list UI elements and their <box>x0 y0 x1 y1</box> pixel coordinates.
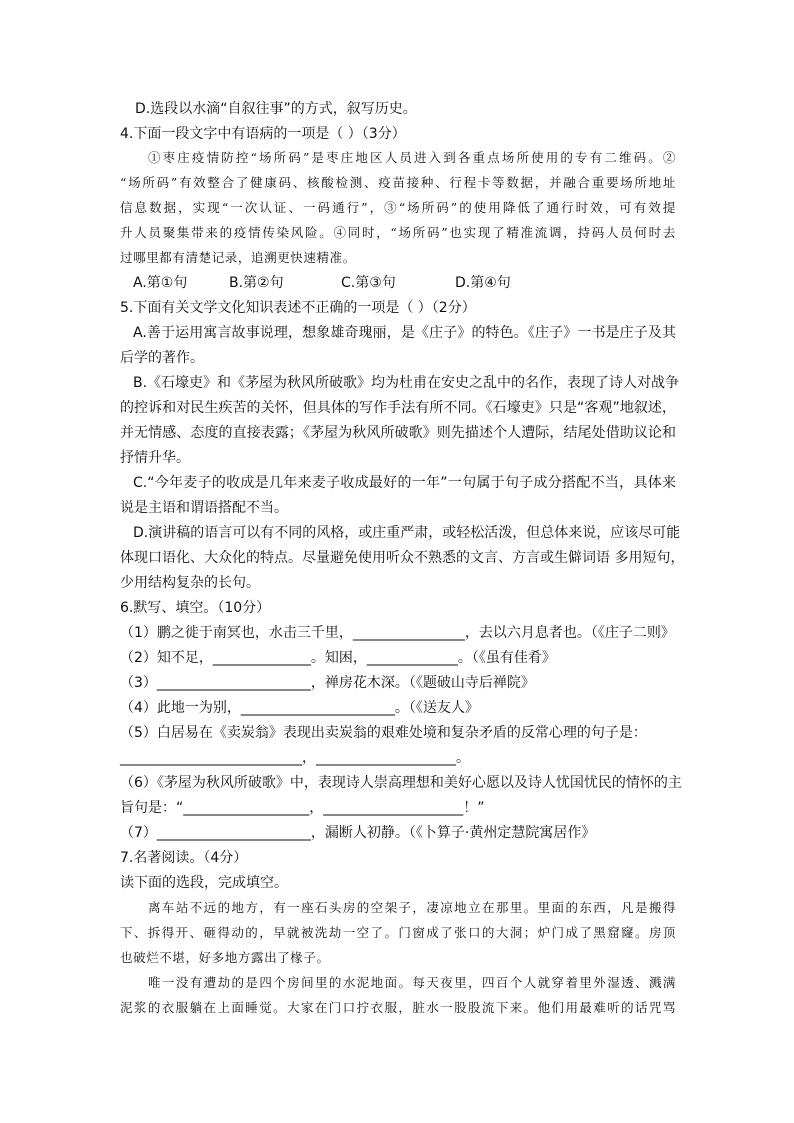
q4-passage-line: “场所码”有效整合了健康码、核酸检测、疫苗接种、行程卡等数据，并融合重要场所地址 <box>120 175 676 190</box>
q5-option-b-line: 并无情感、态度的直接表露；《茅屋为秋风所破歌》则先描述个人遭际，结尾处借助议论和 <box>120 425 676 441</box>
q4-passage-line: 升人员聚集带来的疫情传染风险。④同时，“场所码”也实现了精准流调，持码人员何时去 <box>120 225 676 240</box>
q4-stem: 4.下面一段文字中有语病的一项是（ ）（3分） <box>120 126 406 142</box>
q6-item: （3）______________________，禅房花木深。（《题破山寺后禅院》 <box>120 675 535 691</box>
q4-passage-line: ①枣庄疫情防控“场所码”是枣庄地区人员进入到各重点场所使用的专有二维码。② <box>148 150 676 165</box>
q5-option-c-line: 说是主语和谓语搭配不当。 <box>120 500 288 516</box>
q6-stem: 6.默写、填空。（10分） <box>120 600 271 616</box>
q5-stem: 5.下面有关文学文化知识表述不正确的一项是（ ）（2分） <box>120 300 476 316</box>
q3-option-d: D.选段以水滴“自叙往事”的方式，叙写历史。 <box>135 101 417 117</box>
q4-option-c: C.第③句 <box>341 275 396 291</box>
q6-item-blanks: __________________________，____________________。 <box>120 750 470 766</box>
q5-option-d-line: D.演讲稿的语言可以有不同的风格，或庄重严肃，或轻松活泼，但总体来说，应该尽可能 <box>133 525 681 541</box>
q6-item-blanks: 旨句是：“__________________，____________________！” <box>120 800 485 816</box>
q6-item: （1）鹏之徙于南冥也，水击三千里，________________，去以六月息者也。（《庄子二则》 <box>120 625 675 641</box>
q4-option-a: A.第①句 <box>133 275 188 291</box>
q5-option-d-line: 少用结构复杂的长句。 <box>120 575 260 591</box>
q5-option-c-line: C.“今年麦子的收成是几年来麦子收成最好的一年”一句属于句子成分搭配不当，具体来 <box>133 475 676 491</box>
q7-passage-line: 下、拆得开、砸得动的，早就被洗劫一空了。门窗成了张口的大洞；炉门成了黑窟窿。房顶 <box>120 925 676 940</box>
q5-option-a-line: A.善于运用寓言故事说理，想象雄奇瑰丽，是《庄子》的特色。《庄子》一书是庄子及其 <box>133 325 676 341</box>
q4-option-d: D.第④句 <box>455 275 511 291</box>
q5-option-d-line: 体现口语化、大众化的特点。尽量避免使用听众不熟悉的文言、方言或生僻词语 多用短句， <box>120 550 685 566</box>
q5-option-a-line: 后学的著作。 <box>120 350 204 366</box>
q5-option-b-line: B.《石壕吏》和《茅屋为秋风所破歌》均为杜甫在安史之乱中的名作，表现了诗人对战争 <box>133 375 680 391</box>
q6-item: （4）此地一为别，______________________。（《送友人》 <box>120 700 479 716</box>
q7-passage-line: 离车站不远的地方，有一座石头房的空架子，凄凉地立在那里。里面的东西，凡是搬得 <box>148 900 676 915</box>
q4-passage-line: 过哪里都有清楚记录，追溯更快速精准。 <box>120 250 356 265</box>
q7-passage-line: 也破烂不堪，好多地方露出了椽子。 <box>120 950 330 965</box>
q5-option-b-line: 的控诉和对民生疾苦的关怀，但具体的写作手法有所不同。《石壕吏》只是“客观”地叙述， <box>120 400 676 416</box>
q7-instruction: 读下面的选段，完成填空。 <box>120 875 288 891</box>
q6-item: （2）知不足，______________。知困，_____________。（《虽有佳肴》 <box>120 650 556 666</box>
q5-option-b-line: 抒情升华。 <box>120 450 190 466</box>
q4-option-b: B.第②句 <box>229 275 284 291</box>
q7-passage-line: 唯一没有遭劫的是四个房间里的水泥地面。每天夜里，四百个人就穿着里外湿透、溅满 <box>148 975 676 990</box>
q6-item: （5）白居易在《卖炭翁》表现出卖炭翁的艰难处境和复杂矛盾的反常心理的句子是： <box>120 725 647 741</box>
q6-item: （6）《茅屋为秋风所破歌》中，表现诗人崇高理想和美好心愿以及诗人忧国忧民的情怀的主 <box>120 775 682 791</box>
q6-item: （7）______________________，漏断人初静。（《卜算子·黄州定慧院寓居作》 <box>120 825 596 841</box>
q4-passage-line: 信息数据，实现“一次认证、一码通行”，③“场所码”的使用降低了通行时效，可有效提 <box>120 200 676 215</box>
q7-stem: 7.名著阅读。（4分） <box>120 850 248 866</box>
q7-passage-line: 泥浆的衣服躺在上面睡觉。大家在门口拧衣服，脏水一股股流下来。他们用最难听的话咒骂 <box>120 1000 676 1015</box>
